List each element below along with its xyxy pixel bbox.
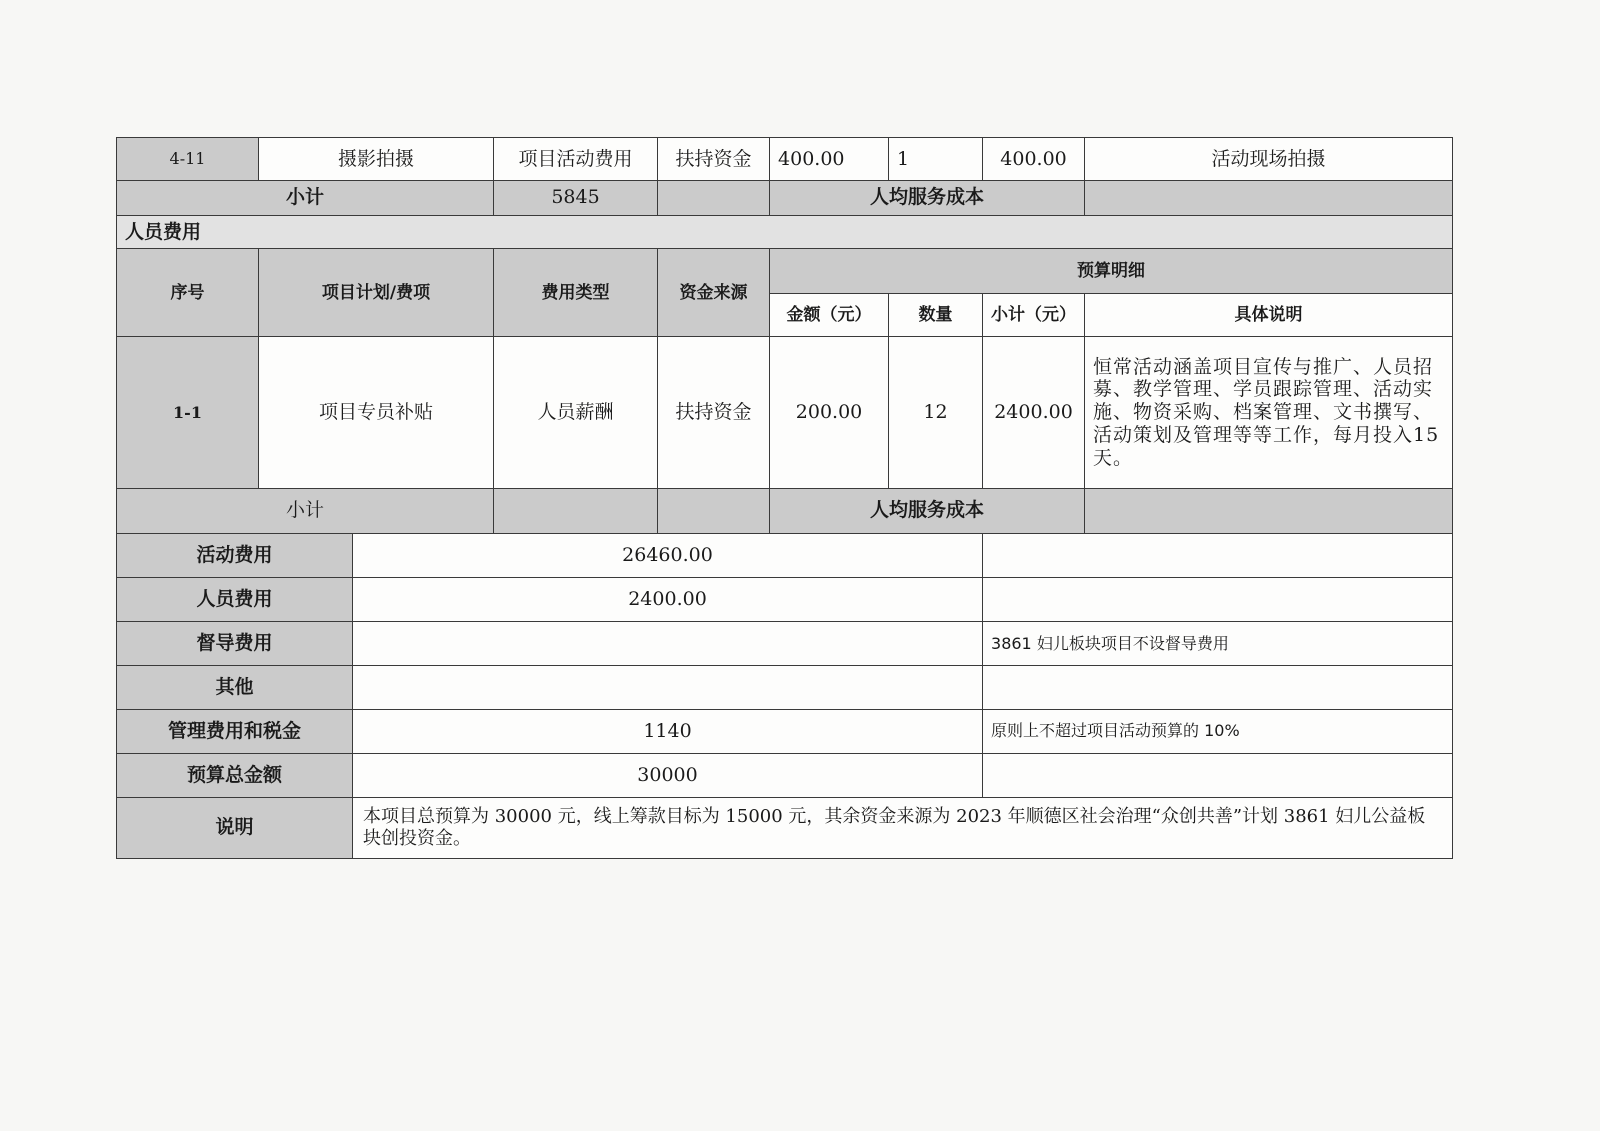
summary-value: 1140: [353, 709, 983, 753]
summary-row: [117, 665, 1453, 709]
summary-label: 管理费用和税金: [117, 709, 353, 753]
fee-type-cell: 项目活动费用: [494, 138, 658, 181]
summary-row: [117, 709, 1453, 753]
header-desc: 具体说明: [1085, 294, 1453, 337]
qty-cell: 12: [889, 337, 983, 488]
activity-subtotal-row: [117, 180, 1453, 215]
explanation-row: [117, 797, 1453, 858]
subtotal-cell: 400.00: [983, 138, 1085, 181]
summary-row: [117, 577, 1453, 621]
seq-cell: 4-11: [117, 138, 259, 181]
blank-cell: [658, 488, 770, 533]
header-item: 项目计划/费项: [259, 249, 494, 337]
summary-row: [117, 753, 1453, 797]
table-row-1-1: [117, 337, 1453, 488]
explanation-text: 本项目总预算为 30000 元，线上筹款目标为 15000 元，其余资金来源为 2023 年顺德区社会治理“众创共善”计划 3861 妇儿公益板块创投资金。: [353, 797, 1453, 858]
table-row-4-11: [117, 138, 1453, 181]
header-fee-type: 费用类型: [494, 249, 658, 337]
seq-cell: 1-1: [117, 337, 259, 488]
header-row-1: [117, 249, 1453, 294]
header-subtotal: 小计（元）: [983, 294, 1085, 337]
summary-note: 原则上不超过项目活动预算的 10%: [983, 709, 1453, 753]
summary-value: 26460.00: [353, 533, 983, 577]
header-amount: 金额（元）: [770, 294, 889, 337]
summary-note: [983, 577, 1453, 621]
section-row: [117, 215, 1453, 249]
per-capita-label: 人均服务成本: [770, 488, 1085, 533]
summary-value: 30000: [353, 753, 983, 797]
desc-cell: 活动现场拍摄: [1085, 138, 1453, 181]
budget-table: [116, 137, 1453, 859]
subtotal-cell: 2400.00: [983, 337, 1085, 488]
blank-cell: [658, 180, 770, 215]
header-seq: 序号: [117, 249, 259, 337]
summary-note: [983, 665, 1453, 709]
qty-cell: 1: [889, 138, 983, 181]
item-cell: 摄影拍摄: [259, 138, 494, 181]
summary-row: [117, 621, 1453, 665]
summary-note: [983, 753, 1453, 797]
per-capita-value: [1085, 488, 1453, 533]
summary-label: 活动费用: [117, 533, 353, 577]
subtotal-value: 5845: [494, 180, 658, 215]
summary-label: 其他: [117, 665, 353, 709]
summary-note: 3861 妇儿板块项目不设督导费用: [983, 621, 1453, 665]
explanation-label: 说明: [117, 797, 353, 858]
subtotal-value: [494, 488, 658, 533]
section-title: 人员费用: [117, 215, 1453, 249]
summary-row: [117, 533, 1453, 577]
summary-label: 人员费用: [117, 577, 353, 621]
fund-source-cell: 扶持资金: [658, 138, 770, 181]
per-capita-value: [1085, 180, 1453, 215]
subtotal-label: 小计: [117, 180, 494, 215]
subtotal-label: 小计: [117, 488, 494, 533]
amount-cell: 400.00: [770, 138, 889, 181]
personnel-subtotal-row: [117, 488, 1453, 533]
header-budget-detail: 预算明细: [770, 249, 1453, 294]
desc-cell: 恒常活动涵盖项目宣传与推广、人员招募、教学管理、学员跟踪管理、活动实施、物资采购、档案管理、文书撰写、活动策划及管理等等工作，每月投入15天。: [1085, 337, 1453, 488]
fund-source-cell: 扶持资金: [658, 337, 770, 488]
summary-label: 督导费用: [117, 621, 353, 665]
summary-label: 预算总金额: [117, 753, 353, 797]
header-qty: 数量: [889, 294, 983, 337]
summary-value: 2400.00: [353, 577, 983, 621]
per-capita-label: 人均服务成本: [770, 180, 1085, 215]
amount-cell: 200.00: [770, 337, 889, 488]
item-cell: 项目专员补贴: [259, 337, 494, 488]
summary-value: [353, 621, 983, 665]
summary-note: [983, 533, 1453, 577]
header-fund-source: 资金来源: [658, 249, 770, 337]
summary-value: [353, 665, 983, 709]
fee-type-cell: 人员薪酬: [494, 337, 658, 488]
